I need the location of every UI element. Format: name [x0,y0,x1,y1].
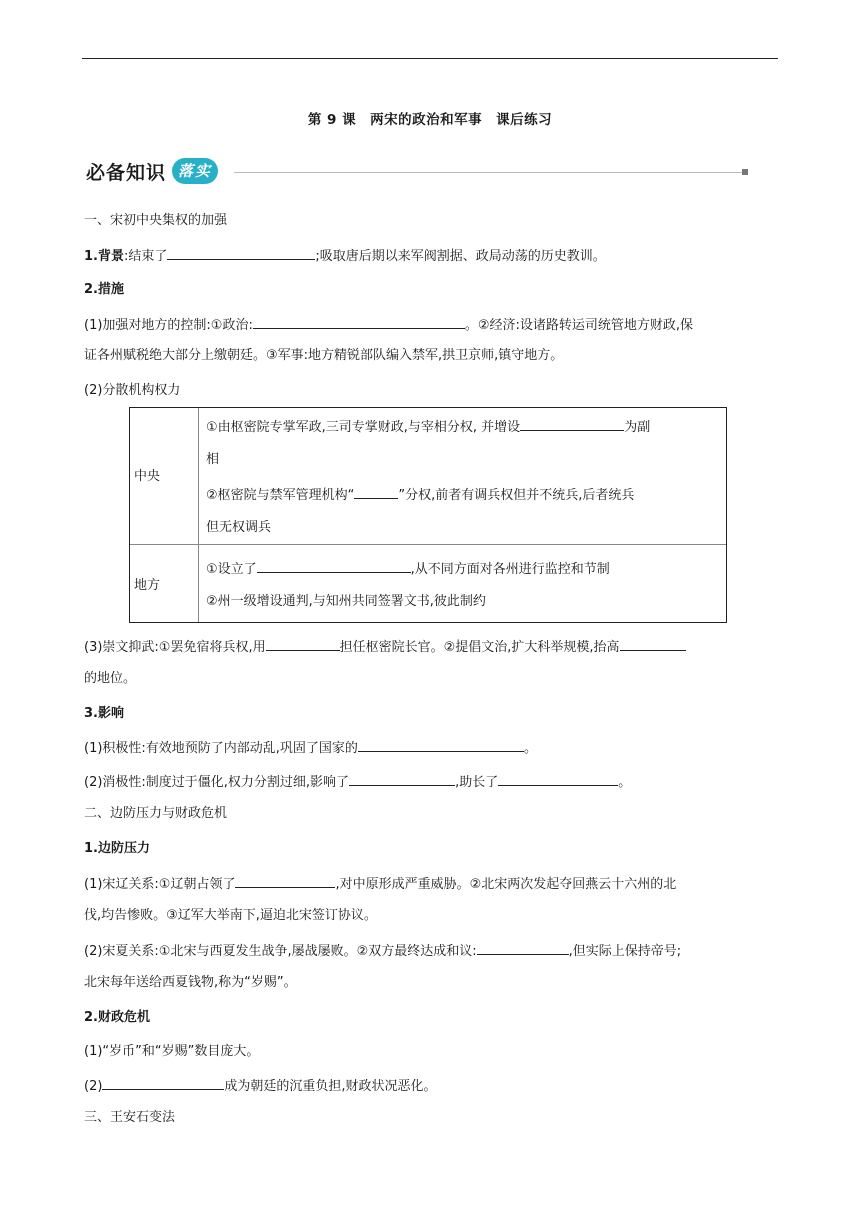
answer-blank[interactable] [358,737,524,752]
song-xia-text-a: (2)宋夏关系:①北宋与西夏发生战争,屡战屡败。②双方最终达成和议: [84,944,477,959]
answer-blank[interactable] [620,636,686,651]
fiscal-1-line: (1)“岁币”和“岁赐”数目庞大。 [84,1044,260,1059]
measure-3-line [84,636,686,658]
table-column-divider [198,408,199,622]
song-liao-text-a: (1)宋辽关系:①辽朝占领了 [84,877,236,892]
table-central-text-b: 为副 [624,420,651,435]
banner-badge: 落实 [172,158,218,184]
answer-blank[interactable] [498,771,618,786]
fiscal-2-text-b: 成为朝廷的沉重负担,财政状况恶化。 [224,1079,437,1094]
impact-2-text-c: 。 [618,775,632,790]
section-heading-3: 三、王安石变法 [84,1110,176,1125]
fiscal-crisis-heading: 2.财政危机 [84,1010,150,1025]
section-banner [86,156,750,188]
table-central-text-c: ②枢密院与禁军管理机构“ [206,488,355,503]
measure-1-line [84,314,693,336]
song-xia-text-b: ,但实际上保持帝号; [568,944,682,959]
answer-blank[interactable] [235,873,335,888]
measure-1-text-a: (1)加强对地方的控制:①政治: [84,318,253,333]
impact-1-line [84,737,537,759]
power-division-table [129,407,727,623]
border-pressure-heading: 1.边防压力 [84,841,150,856]
answer-blank[interactable] [257,558,411,573]
impact-1-text-a: (1)积极性:有效地预防了内部动乱,巩固了国家的 [84,741,358,756]
table-central-text-d: ”分权,前者有调兵权但并不统兵,后者统兵 [398,488,635,503]
answer-blank[interactable] [167,245,315,260]
table-local-row-2: ②州一级增设通判,与知州共同签署文书,彼此制约 [206,594,486,609]
top-rule [82,58,778,59]
background-text-b: ;吸取唐后期以来军阀割据、政局动荡的历史教训。 [315,249,606,264]
answer-blank[interactable] [266,636,340,651]
banner-text: 必备知识 [86,162,167,184]
table-central-row-1 [206,416,650,438]
measure-3-text-b: 担任枢密院长官。②提倡文治,扩大科举规模,抬高 [339,640,620,655]
table-local-row-1 [206,558,610,580]
background-text-a: :结束了 [123,249,168,264]
table-row-divider [130,544,726,545]
table-local-text-a: ①设立了 [206,562,257,577]
measure-2-line: (2)分散机构权力 [84,383,181,398]
banner-end-dot [742,169,748,175]
table-local-text-b: ,从不同方面对各州进行监控和节制 [410,562,610,577]
answer-blank[interactable] [253,314,465,329]
background-line [84,245,606,267]
measure-1-text-b: 。②经济:设诸路转运司统管地方财政,保 [464,318,694,333]
impact-1-text-b: 。 [523,741,537,756]
impact-heading: 3.影响 [84,706,124,721]
table-central-text-a: ①由枢密院专掌军政,三司专掌财政,与宰相分权, 并增设 [206,420,521,435]
song-xia-continued: 北宋每年送给西夏钱物,称为“岁赐”。 [84,975,297,990]
table-central-row-2: 相 [206,452,220,467]
answer-blank[interactable] [102,1075,224,1090]
fiscal-2-line [84,1075,437,1097]
song-xia-line [84,940,681,962]
table-central-row-3 [206,484,634,506]
song-liao-line [84,873,676,895]
answer-blank[interactable] [477,940,569,955]
section-heading-1: 一、宋初中央集权的加强 [84,213,228,228]
table-central-row-4: 但无权调兵 [206,520,272,535]
table-label-local: 地方 [134,578,161,593]
impact-2-line [84,771,631,793]
measures-heading: 2.措施 [84,282,124,297]
answer-blank[interactable] [520,416,624,431]
measure-3-text-a: (3)崇文抑武:①罢免宿将兵权,用 [84,640,266,655]
impact-2-text-a: (2)消极性:制度过于僵化,权力分割过细,影响了 [84,775,350,790]
song-liao-continued: 伐,均告惨败。③辽军大举南下,逼迫北宋签订协议。 [84,908,377,923]
measure-3-continued: 的地位。 [84,671,137,686]
impact-2-text-b: ,助长了 [455,775,499,790]
table-label-central: 中央 [134,469,161,484]
answer-blank[interactable] [354,484,398,499]
song-liao-text-b: ,对中原形成严重威胁。②北宋两次发起夺回燕云十六州的北 [335,877,677,892]
section-heading-2: 二、边防压力与财政危机 [84,806,228,821]
background-label: 1.背景 [84,249,124,264]
page-title: 第 9 课 两宋的政治和军事 课后练习 [307,112,553,128]
fiscal-2-text-a: (2) [84,1079,103,1094]
banner-divider [234,172,742,173]
measure-1-continued: 证各州赋税绝大部分上缴朝廷。③军事:地方精锐部队编入禁军,拱卫京师,镇守地方。 [84,348,564,363]
answer-blank[interactable] [349,771,455,786]
